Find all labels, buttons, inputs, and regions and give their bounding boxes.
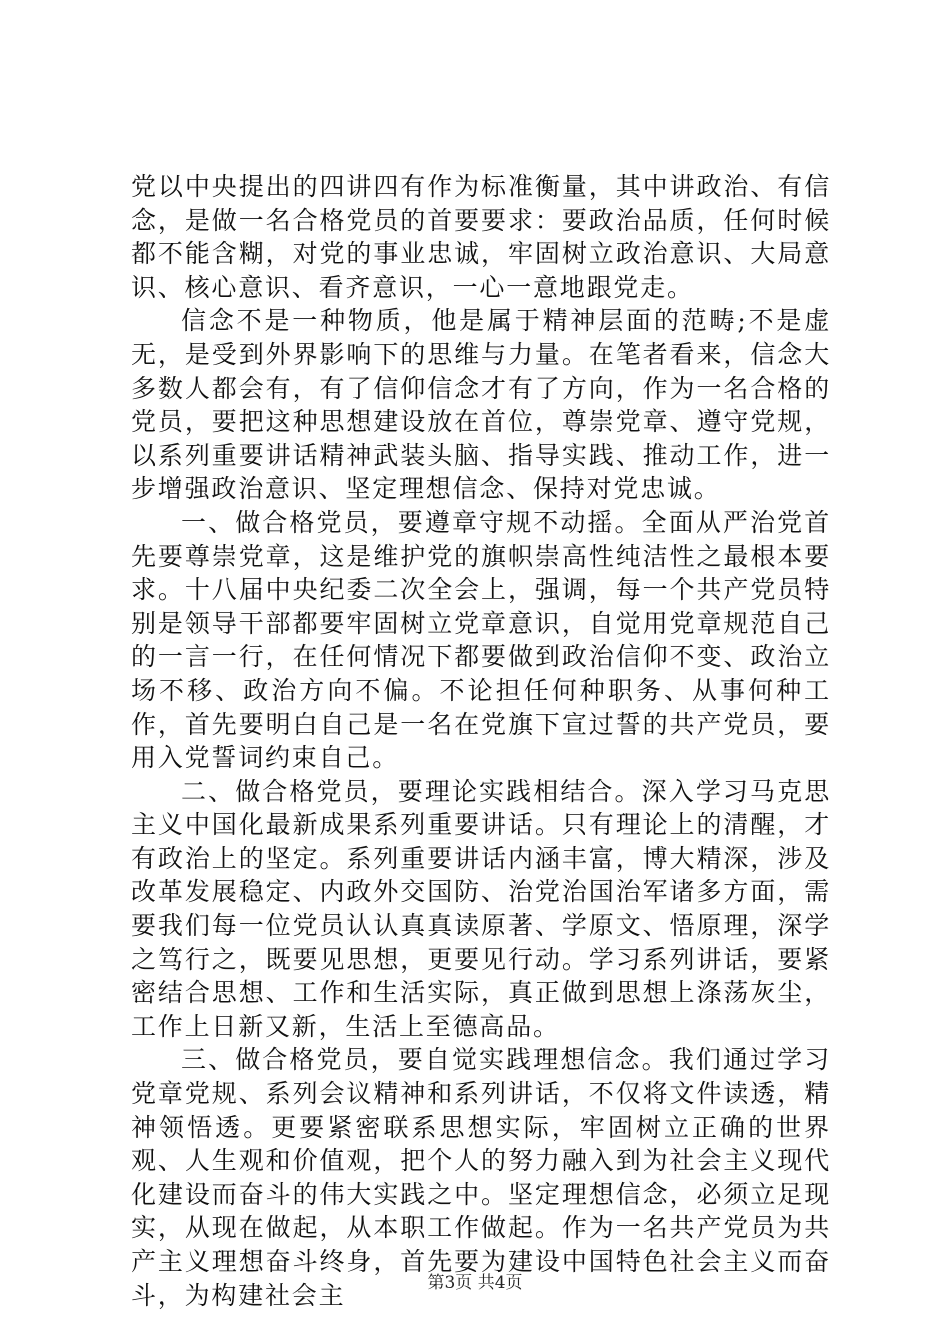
document-body <box>131 170 831 1312</box>
paragraph-3: 一、做合格党员，要遵章守规不动摇。全面从严治党首先要尊崇党章，这是维护党的旗帜崇高性纯洁性之最根本要求。十八届中央纪委二次全会上，强调，每一个共产党员特别是领导干部都要牢固树立党章意识，自觉用党章规范自己的一言一行，在任何情况下都要做到政治信仰不变、政治立场不移、政治方向不偏。不论担任何种职务、从事何种工作，首先要明白自己是一名在党旗下宣过誓的共产党员，要用入党誓词约束自己。 <box>131 507 831 773</box>
paragraph-4: 二、做合格党员，要理论实践相结合。深入学习马克思主义中国化最新成果系列重要讲话。只有理论上的清醒，才有政治上的坚定。系列重要讲话内涵丰富，博大精深，涉及改革发展稳定、内政外交国防、治党治国治军诸多方面，需要我们每一位党员认认真真读原著、学原文、悟原理，深学之笃行之，既要见思想，更要见行动。学习系列讲话，要紧密结合思想、工作和生活实际，真正做到思想上涤荡灰尘，工作上日新又新，生活上至德高品。 <box>131 776 831 1041</box>
page-footer: 第3页 共4页 <box>427 1273 523 1293</box>
paragraph-2: 信念不是一种物质，他是属于精神层面的范畴;不是虚无，是受到外界影响下的思维与力量。在笔者看来，信念大多数人都会有，有了信仰信念才有了方向，作为一名合格的党员，要把这种思想建设放在首位，尊崇党章、遵守党规，以系列重要讲话精神武装头脑、指导实践、推动工作，进一步增强政治意识、坚定理想信念、保持对党忠诚。 <box>131 306 831 504</box>
paragraph-5: 三、做合格党员，要自觉实践理想信念。我们通过学习党章党规、系列会议精神和系列讲话，不仅将文件读透，精神领悟透。更要紧密联系思想实际，牢固树立正确的世界观、人生观和价值观，把个人的努力融入到为社会主义现代化建设而奋斗的伟大实践之中。坚定理想信念，必须立足现实，从现在做起，从本职工作做起。作为一名共产党员为共产主义理想奋斗终身，首先要为建设中国特色社会主义而奋斗，为构建社会主 <box>131 1045 831 1310</box>
paragraph-1: 党以中央提出的四讲四有作为标准衡量，其中讲政治、有信念，是做一名合格党员的首要要求：要政治品质，任何时候都不能含糊，对党的事业忠诚，牢固树立政治意识、大局意识、核心意识、看齐意识，一心一意地跟党走。 <box>131 172 831 302</box>
